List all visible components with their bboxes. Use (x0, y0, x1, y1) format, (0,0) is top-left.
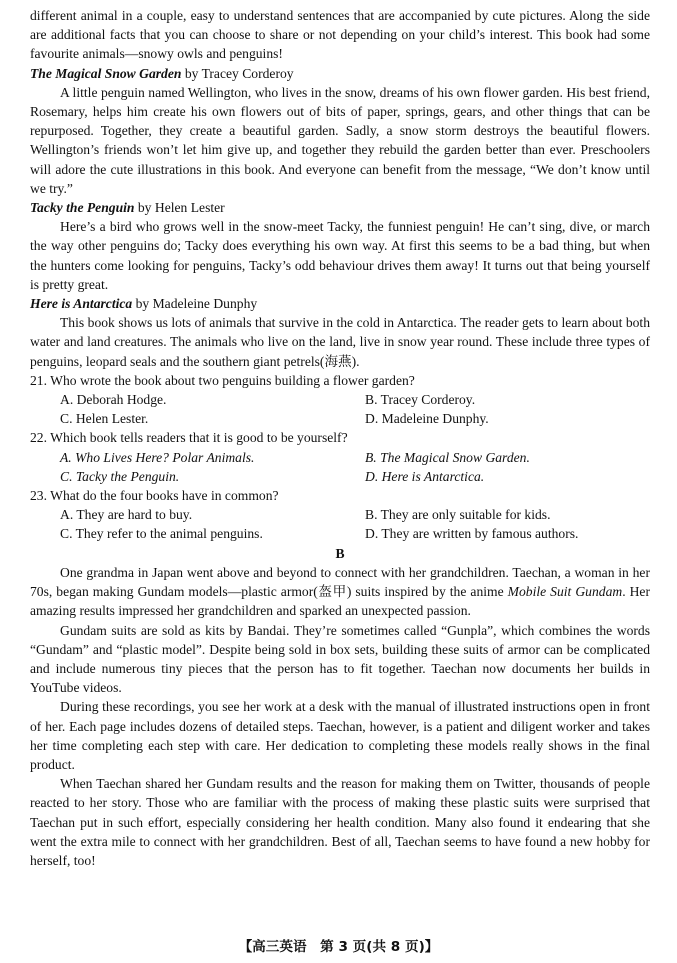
book-author: by Tracey Corderoy (181, 65, 294, 81)
book-entry (30, 294, 650, 371)
option-d-text: D. Here is Antarctica. (365, 468, 485, 484)
book-author: by Helen Lester (134, 200, 225, 216)
option-b[interactable]: B. They are only suitable for kids. (365, 507, 551, 523)
passage-b-paragraph-4: When Taechan shared her Gundam results and the reason for making them on Twitter, thousands of people reacted to her story. Those who are familiar with the process of making these plastic suits were surprised that Taechan put in such effort, especially considering her health condition. Many also found it endearing that she went the extra mile to connect with her grandchildren. Best of all, Taechan seems to have found a new hobby for herself, too! (30, 776, 650, 868)
question-22 (30, 428, 650, 486)
passage-b-p1-end: . Her amazing results impressed her grandchildren and sparked an unexpected passion. (30, 584, 650, 619)
option-c[interactable] (60, 467, 365, 486)
book-entry (30, 64, 650, 198)
intro-paragraph: different animal in a couple, easy to understand sentences that are accompanied by cute pictures. Along the side are additional facts that you can choose to share or not depending on your child’s interest. This book had some favourite animals—snowy owls and penguins! (30, 8, 650, 62)
option-c[interactable]: C. Helen Lester. (60, 411, 149, 427)
question-stem: 23. What do the four books have in common? (30, 488, 279, 504)
book-heading (30, 198, 650, 217)
option-a[interactable]: A. Deborah Hodge. (60, 392, 167, 408)
book-title: The Magical Snow Garden (30, 65, 182, 81)
book-heading (30, 64, 650, 83)
answer-options (30, 505, 650, 543)
book-description: A little penguin named Wellington, who lives in the snow, dreams of his own flower garden. His best friend, Rosemary, helps him create his own flowers out of bits of paper, springs, gears, and other things that can be repurposed. Together, they create a beautiful garden. Sadly, a snow storm destroys the beautiful flowers. Wellington’s friends won’t let him give up, and together they rebuild the garden better than ever. Preschoolers will adore the cute illustrations in this book. And everyone can benefit from the message, “We don’t know until we try.” (30, 84, 650, 196)
option-c-text: C. Tacky the Penguin. (60, 468, 180, 484)
option-b[interactable] (365, 448, 670, 467)
page-footer: 【高三英语 第 3 页(共 8 页)】 (238, 939, 439, 955)
book-author: by Madeleine Dunphy (132, 296, 258, 312)
book-title: Tacky the Penguin (30, 200, 135, 216)
passage-b-paragraph-2: Gundam suits are sold as kits by Bandai. They’re sometimes called “Gunpla”, which combines the words “Gundam” and “plastic model”. Despite being sold in box sets, building these suits of armor can be complicated and include numerous tiny pieces that the person has to fit together. Taechan now documents her builds in YouTube videos. (30, 622, 650, 696)
option-a-text: A. Who Lives Here? Polar Animals. (60, 449, 255, 465)
option-b-text: B. The Magical Snow Garden. (365, 449, 530, 465)
question-23 (30, 486, 650, 544)
book-description: Here’s a bird who grows well in the snow-meet Tacky, the funniest penguin! He can’t sing, dive, or march the way other penguins do; Tacky does everything his own way. At first this seems to be a bad thing, but when the hunters come looking for penguins, Tacky’s odd behaviour drives them away! It turns out that being yourself is pretty great. (30, 219, 650, 292)
question-stem: 22. Which book tells readers that it is good to be yourself? (30, 430, 348, 446)
exam-page (30, 6, 650, 870)
section-b-heading: B (335, 545, 345, 561)
book-description: This book shows us lots of animals that survive in the cold in Antarctica. The reader gets to learn about both water and land creatures. The animals who live on the land, live in snow year round. These include three types of penguins, leopard seals and the southern giant petrels(海燕). (30, 315, 650, 369)
answer-options (30, 448, 650, 486)
book-entry (30, 198, 650, 294)
option-d[interactable] (365, 467, 670, 486)
passage-b-paragraph-1 (30, 563, 650, 621)
option-d[interactable]: D. They are written by famous authors. (365, 526, 579, 542)
book-heading (30, 294, 650, 313)
question-stem: 21. Who wrote the book about two penguins building a flower garden? (30, 372, 415, 388)
option-b[interactable]: B. Tracey Corderoy. (365, 392, 476, 408)
passage-b-paragraph-3: During these recordings, you see her work at a desk with the manual of illustrated instructions open in front of her. Each page includes dozens of detailed steps. Taechan, however, is a patient and diligent worker and takes her time completing each step with care. Her dedication to completing these models really shows in the final product. (30, 699, 650, 772)
option-c[interactable]: C. They refer to the animal penguins. (60, 526, 263, 542)
option-a[interactable]: A. They are hard to buy. (60, 507, 193, 523)
option-d[interactable]: D. Madeleine Dunphy. (365, 411, 489, 427)
option-a[interactable] (60, 448, 365, 467)
answer-options (30, 390, 650, 428)
passage-b-p1-start: One grandma in Japan went above and beyond to connect with her grandchildren. Taechan, a woman in her 70s, began making Gundam models—plastic armor(盔甲) suits inspired by the anime (30, 564, 650, 600)
question-21 (30, 371, 650, 429)
anime-title: Mobile Suit Gundam (507, 584, 623, 600)
book-title: Here is Antarctica (30, 296, 133, 312)
